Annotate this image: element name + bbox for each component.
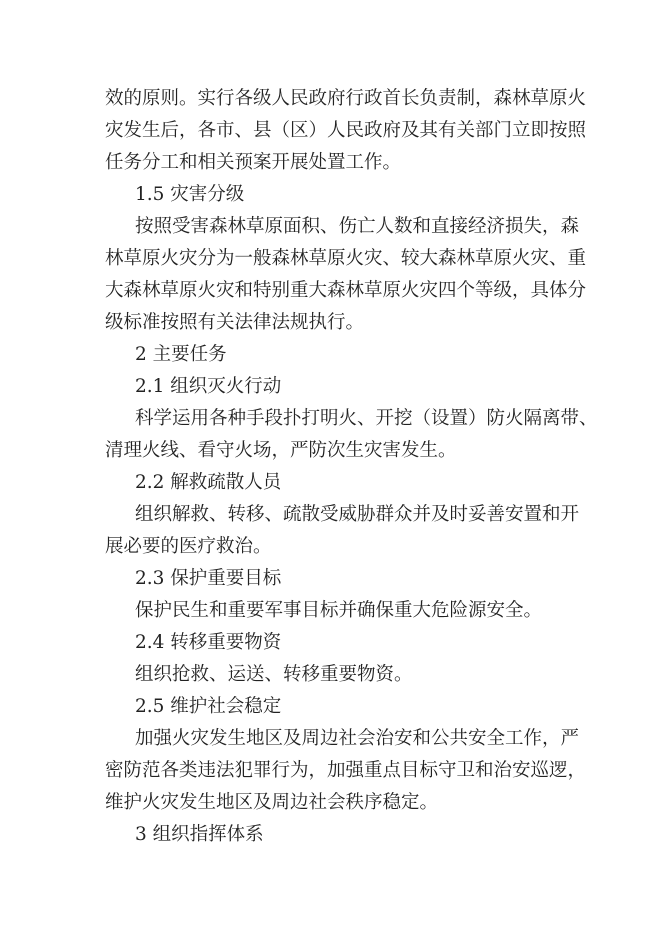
body-text-line: 密防范各类违法犯罪行为，加强重点目标守卫和治安巡逻， <box>105 760 587 781</box>
section-heading-2-5: 2.5 维护社会稳定 <box>135 696 282 717</box>
body-text-line: 维护火灾发生地区及周边社会秩序稳定。 <box>105 792 439 813</box>
section-heading-2-3: 2.3 保护重要目标 <box>135 568 282 589</box>
body-text-line: 清理火线、看守火场，严防次生灾害发生。 <box>105 440 457 461</box>
body-text-line: 级标准按照有关法律法规执行。 <box>105 312 365 333</box>
body-text-line: 按照受害森林草原面积、伤亡人数和直接经济损失，森 <box>135 216 580 237</box>
section-heading-2-4: 2.4 转移重要物资 <box>135 632 282 653</box>
body-text-line: 组织抢救、运送、转移重要物资。 <box>135 664 413 685</box>
section-heading-2-1: 2.1 组织灭火行动 <box>135 376 282 397</box>
section-heading-1-5: 1.5 灾害分级 <box>135 184 245 205</box>
body-text-line: 效的原则。实行各级人民政府行政首长负责制，森林草原火 <box>105 88 587 109</box>
section-heading-3: 3 组织指挥体系 <box>135 824 264 845</box>
body-text-line: 展必要的医疗救治。 <box>105 536 272 557</box>
body-text-line: 加强火灾发生地区及周边社会治安和公共安全工作，严 <box>135 728 580 749</box>
body-text-line: 任务分工和相关预案开展处置工作。 <box>105 152 402 173</box>
body-text-line: 灾发生后，各市、县（区）人民政府及其有关部门立即按照 <box>105 120 587 141</box>
body-text-line: 科学运用各种手段扑打明火、开挖（设置）防火隔离带、 <box>135 408 598 429</box>
body-text-line: 林草原火灾分为一般森林草原火灾、较大森林草原火灾、重 <box>105 248 587 269</box>
body-text-line: 组织解救、转移、疏散受威胁群众并及时妥善安置和开 <box>135 504 580 525</box>
section-heading-2-2: 2.2 解救疏散人员 <box>135 472 282 493</box>
body-text-line: 大森林草原火灾和特别重大森林草原火灾四个等级，具体分 <box>105 280 587 301</box>
section-heading-2: 2 主要任务 <box>135 344 227 365</box>
body-text-line: 保护民生和重要军事目标并确保重大危险源安全。 <box>135 600 543 621</box>
